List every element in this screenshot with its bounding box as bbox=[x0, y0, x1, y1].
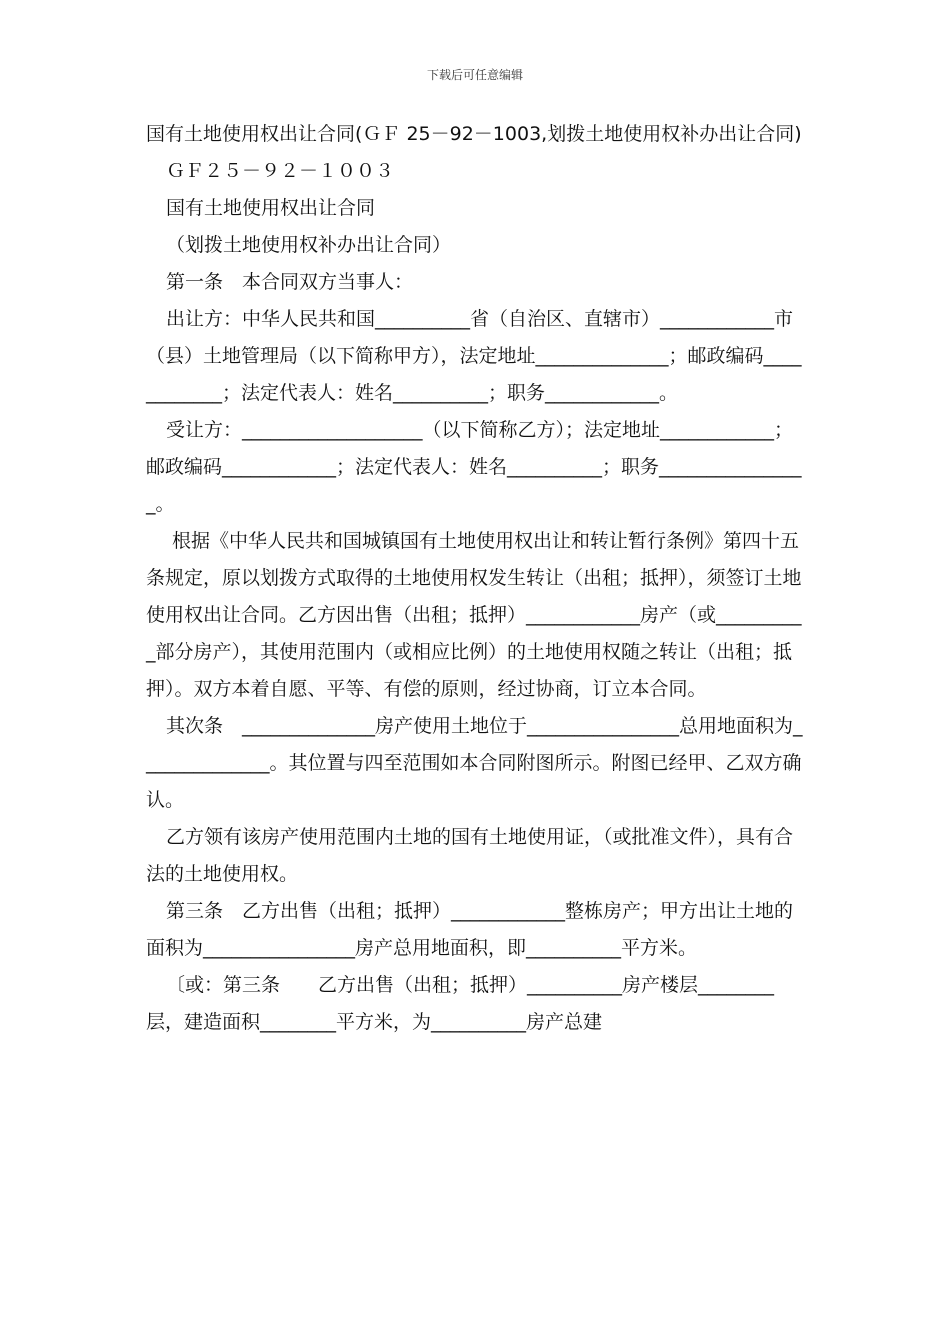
article-2-paragraph: 其次条 ______________房产使用土地位于________________总用地面积为______________。其位置与四至范围如本合同附图所示。附图已经甲、乙双方确认。 bbox=[146, 715, 803, 811]
article-3-alternative-paragraph: 〔或：第三条 乙方出售（出租；抵押）__________房产楼层________层，建造面积________平方米，为__________房产总建 bbox=[146, 974, 775, 1033]
certificate-paragraph: 乙方领有该房产使用范围内土地的国有土地使用证，（或批准文件），具有合法的土地使用权。 bbox=[146, 826, 794, 885]
header-note: 下载后可任意编辑 bbox=[426, 68, 523, 82]
basis-paragraph: 根据《中华人民共和国城镇国有土地使用权出让和转让暂行条例》第四十五条规定，原以划拨方式取得的土地使用权发生转让（出租；抵押），须签订土地使用权出让合同。乙方因出售（出租；抵押）____________房产（或__________部分房产），其使用范围内（或相应比例）的土地使用权随之转让（出租；抵押）。双方本着自愿、平等、有偿的原则，经过协商，订立本合同。 bbox=[146, 530, 802, 700]
article-3-paragraph: 第三条 乙方出售（出租；抵押）____________整栋房产；甲方出让土地的面积为________________房产总用地面积，即__________平方米。 bbox=[146, 900, 794, 959]
transferee-paragraph: 受让方：___________________（以下简称乙方）；法定地址____________；邮政编码____________；法定代表人：姓名__________；职务________________。 bbox=[146, 419, 802, 515]
document-body bbox=[146, 116, 806, 1041]
document-code: ＧＦ２５－９２－１００３ bbox=[166, 160, 395, 182]
document-heading: 国有土地使用权出让合同 bbox=[166, 197, 376, 219]
transferor-paragraph: 出让方：中华人民共和国__________省（自治区、直辖市）____________市（县）土地管理局（以下简称甲方），法定地址______________；邮政编码____________；法定代表人：姓名__________；职务____________。 bbox=[146, 308, 802, 404]
document-subheading: （划拨土地使用权补办出让合同） bbox=[166, 234, 452, 256]
document-title: 国有土地使用权出让合同(ＧＦ 25－92－1003,划拨土地使用权补办出让合同) bbox=[146, 123, 802, 145]
article-1-title: 第一条 本合同双方当事人： bbox=[166, 271, 414, 293]
